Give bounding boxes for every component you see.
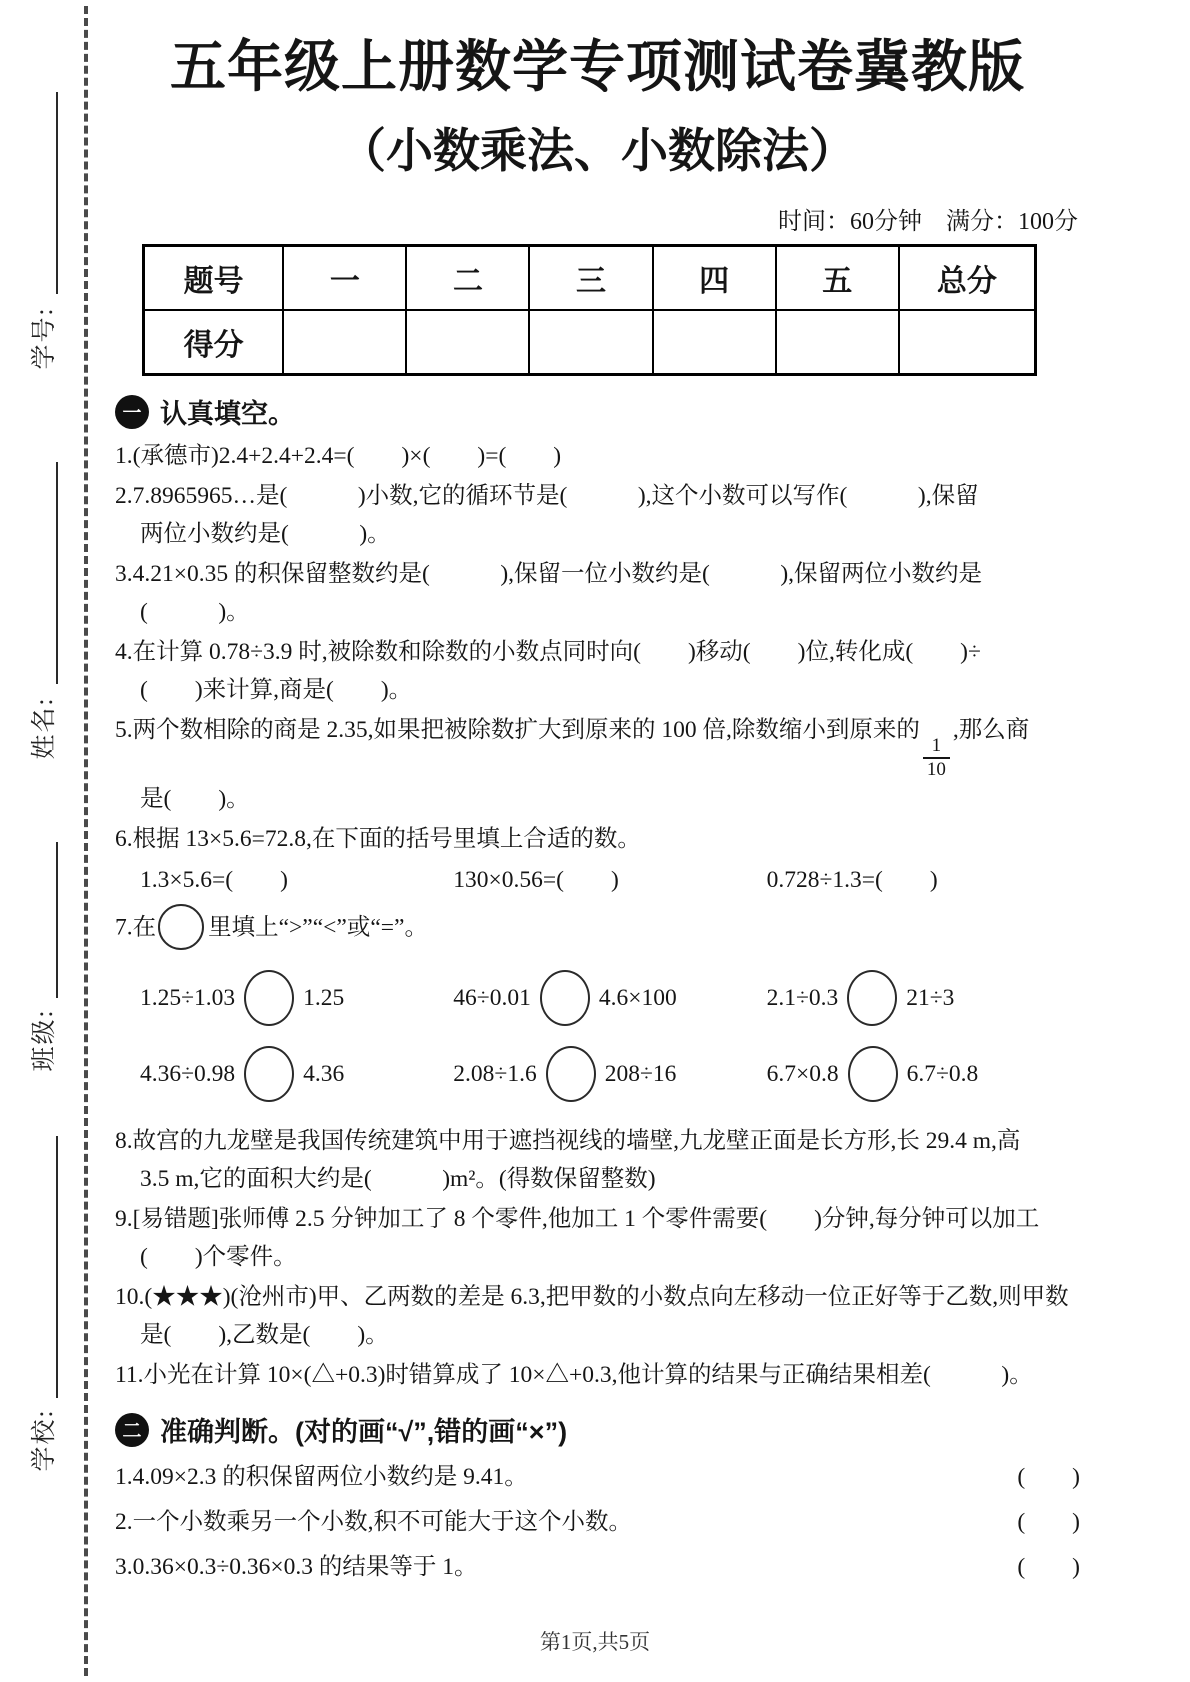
expression: 0.728÷1.3=( ) [766, 867, 938, 894]
school-fill-line [56, 1136, 58, 1398]
question-5-line-1: 5.两个数相除的商是 2.35,如果把被除数扩大到原来的 100 倍,除数缩小到原来的 $\frac{1}{10}$ ,那么商 [115, 717, 1030, 781]
text-line: ( )。 [140, 599, 250, 626]
page-subtitle: （小数乘法、小数除法） [339, 126, 856, 179]
fraction-one-tenth: $\frac{1}{10}$ [923, 736, 950, 780]
answer-circle [244, 970, 294, 1026]
class-label: 班级: [31, 1008, 58, 1072]
text-line: 两位小数约是( )。 [140, 521, 391, 548]
score-table-header: 一 [283, 246, 406, 311]
text-line: 8.故宫的九龙壁是我国传统建筑中用于遮挡视线的墙壁,九龙壁正面是长方形,长 29.4 m,高 [115, 1128, 1021, 1155]
section-two-header [115, 1410, 1080, 1449]
answer-blank: ( ) [1017, 1464, 1080, 1491]
comparison-item: 4.36÷0.98 4.36 [140, 1046, 453, 1102]
question-7: 7.在 里填上“>”“<”或“=”。 [115, 904, 1080, 954]
text-line: 4.在计算 0.78÷3.9 时,被除数和除数的小数点同时向( )移动( )位,转化成( )÷ [115, 639, 981, 666]
question-8 [115, 1122, 1080, 1198]
text-line: 3.5 m,它的面积大约是( )m²。(得数保留整数) [140, 1166, 656, 1193]
question-5-line-2: 是( )。 [140, 786, 250, 813]
question-7-row-2 [115, 1046, 1080, 1102]
section-one-number-badge: 一 [115, 395, 149, 429]
score-cell [529, 310, 652, 375]
question-5 [115, 711, 1080, 818]
question-4 [115, 633, 1080, 709]
school-label: 学校: [31, 1408, 58, 1472]
score-cell [406, 310, 529, 375]
comparison-item: 2.08÷1.6 208÷16 [453, 1046, 766, 1102]
question-6 [115, 820, 1080, 858]
judgment-3: 3.0.36×0.3÷0.36×0.3 的结果等于 1。 ( ) [115, 1545, 1080, 1590]
text-line: 3.4.21×0.35 的积保留整数约是( ),保留一位小数约是( ),保留两位小数约是 [115, 561, 983, 588]
answer-circle [540, 970, 590, 1026]
text-line: 9.[易错题]张师傅 2.5 分钟加工了 8 个零件,他加工 1 个零件需要( )分钟,每分钟可以加工 [115, 1206, 1040, 1233]
score-table-header-row [144, 246, 1036, 311]
student-id-fill-line [56, 92, 58, 294]
score-cell [899, 310, 1036, 375]
score-table-score-row [144, 310, 1036, 375]
judgment-2: 2.一个小数乘另一个小数,积不可能大于这个小数。 ( ) [115, 1500, 1080, 1545]
student-id-label: 学号: [31, 306, 58, 370]
exam-meta: 时间：60分钟 满分：100分 [778, 209, 1078, 236]
section-two-title: 准确判断。(对的画“√”,错的画“×”) [160, 1417, 568, 1448]
score-table-header: 总分 [899, 246, 1036, 311]
text-line: 10.(★★★)(沧州市)甲、乙两数的差是 6.3,把甲数的小数点向左移动一位正好等于乙数,则甲数 [115, 1284, 1069, 1311]
text-line: 6.根据 13×5.6=72.8,在下面的括号里填上合适的数。 [115, 826, 641, 853]
section-one-title: 认真填空。 [160, 399, 295, 430]
question-6-expressions [115, 860, 1080, 900]
page-number: 第1页,共5页 [539, 1630, 651, 1654]
section-two-number-badge: 二 [115, 1413, 149, 1447]
text-line: 1.(承德市)2.4+2.4+2.4=( )×( )=( ) [115, 443, 562, 470]
binding-dashed-line [84, 6, 88, 1676]
score-table-header: 四 [653, 246, 776, 311]
judgment-1: 1.4.09×2.3 的积保留两位小数约是 9.41。 ( ) [115, 1455, 1080, 1500]
question-2 [115, 477, 1080, 553]
question-11 [115, 1356, 1080, 1394]
answer-blank: ( ) [1017, 1509, 1080, 1536]
score-table-header: 三 [529, 246, 652, 311]
name-label: 姓名: [31, 696, 58, 760]
comparison-item: 2.1÷0.3 21÷3 [767, 970, 1080, 1026]
score-table-header: 五 [776, 246, 899, 311]
question-9 [115, 1200, 1080, 1276]
section-one-header [115, 392, 1080, 431]
expression: 130×0.56=( ) [453, 867, 619, 894]
score-cell [283, 310, 406, 375]
comparison-item: 46÷0.01 4.6×100 [453, 970, 766, 1026]
question-1 [115, 437, 1080, 475]
score-cell [653, 310, 776, 375]
score-cell [776, 310, 899, 375]
text-line: ( )来计算,商是( )。 [140, 677, 413, 704]
score-table-header: 二 [406, 246, 529, 311]
comparison-item: 1.25÷1.03 1.25 [140, 970, 453, 1026]
class-fill-line [56, 842, 58, 998]
answer-circle [158, 904, 204, 950]
expression: 1.3×5.6=( ) [140, 867, 288, 894]
main-content [115, 0, 1080, 1590]
question-3 [115, 555, 1080, 631]
answer-circle [546, 1046, 596, 1102]
text-line: 11.小光在计算 10×(△+0.3)时错算成了 10×△+0.3,他计算的结果与正确结果相差( )。 [115, 1362, 1033, 1389]
page-title: 五年级上册数学专项测试卷冀教版 [170, 37, 1025, 99]
answer-circle [244, 1046, 294, 1102]
name-fill-line [56, 462, 58, 684]
text-line: 是( ),乙数是( )。 [140, 1322, 389, 1349]
answer-circle [848, 1046, 898, 1102]
score-table [142, 244, 1037, 376]
answer-circle [847, 970, 897, 1026]
text-line: 2.7.8965965…是( )小数,它的循环节是( ),这个小数可以写作( ),保留 [115, 483, 979, 510]
score-row-label: 得分 [144, 310, 284, 375]
question-10 [115, 1278, 1080, 1354]
comparison-item: 6.7×0.8 6.7÷0.8 [767, 1046, 1080, 1102]
answer-blank: ( ) [1017, 1554, 1080, 1581]
text-line: ( )个零件。 [140, 1244, 297, 1271]
score-table-header: 题号 [144, 246, 284, 311]
question-7-row-1 [115, 970, 1080, 1026]
